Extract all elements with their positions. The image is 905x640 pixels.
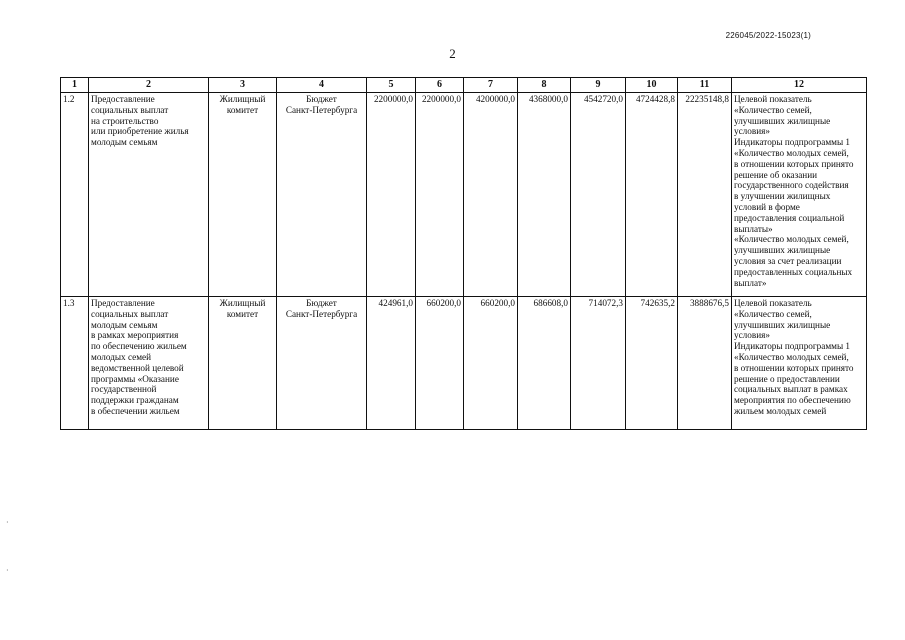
column-header: 3	[209, 78, 277, 93]
amount-total: 3888676,5	[678, 297, 732, 430]
amount-col-10: 4724428,8	[626, 93, 678, 297]
program-table	[60, 77, 867, 430]
column-header: 9	[571, 78, 626, 93]
table-row	[61, 93, 867, 297]
funding-source: Бюджет Санкт-Петербурга	[277, 297, 367, 430]
executor: Жилищный комитет	[209, 297, 277, 430]
row-number: 1.2	[61, 93, 89, 297]
indicators: Целевой показатель «Количество семей, улучшивших жилищные условия» Индикаторы подпрограммы 1 «Количество молодых семей, в отношении которых принято решение об оказании государственного содействия в улучшении жилищных условий в форме предоставления социальной выплаты» «Количество молодых семей, улучшивших жилищные условия за счет реализации предоставленных социальных выплат»	[732, 93, 867, 297]
activity-name: Предоставление социальных выплат молодым семьям в рамках мероприятия по обеспечению жильем молодых семей ведомственной целевой программы «Оказание государственной поддержки гражданам в обеспечении жильем	[89, 297, 209, 430]
executor: Жилищный комитет	[209, 93, 277, 297]
amount-col-5: 2200000,0	[367, 93, 416, 297]
column-header: 2	[89, 78, 209, 93]
amount-col-7: 660200,0	[464, 297, 518, 430]
row-number: 1.3	[61, 297, 89, 430]
column-header: 7	[464, 78, 518, 93]
column-header: 4	[277, 78, 367, 93]
scan-artifact-mark: ·	[6, 566, 9, 575]
amount-col-9: 4542720,0	[571, 93, 626, 297]
funding-source: Бюджет Санкт-Петербурга	[277, 93, 367, 297]
column-header: 10	[626, 78, 678, 93]
amount-col-7: 4200000,0	[464, 93, 518, 297]
amount-col-6: 2200000,0	[416, 93, 464, 297]
page-number: 2	[449, 46, 456, 61]
amount-col-8: 686608,0	[518, 297, 571, 430]
column-header: 6	[416, 78, 464, 93]
column-header: 12	[732, 78, 867, 93]
scan-artifact-mark: ·	[6, 518, 9, 527]
amount-col-8: 4368000,0	[518, 93, 571, 297]
table-row	[61, 297, 867, 430]
column-header: 1	[61, 78, 89, 93]
activity-name: Предоставление социальных выплат на строительство или приобретение жилья молодым семьям	[89, 93, 209, 297]
table-header-row	[61, 78, 867, 93]
amount-col-10: 742635,2	[626, 297, 678, 430]
column-header: 5	[367, 78, 416, 93]
column-header: 11	[678, 78, 732, 93]
amount-total: 22235148,8	[678, 93, 732, 297]
column-header: 8	[518, 78, 571, 93]
amount-col-5: 424961,0	[367, 297, 416, 430]
indicators: Целевой показатель «Количество семей, улучшивших жилищные условия» Индикаторы подпрограммы 1 «Количество молодых семей, в отношении которых принято решение о предоставлении социальных выплат в рамках мероприятия по обеспечению жильем молодых семей	[732, 297, 867, 430]
document-registration-code: 226045/2022-15023(1)	[725, 31, 811, 40]
amount-col-9: 714072,3	[571, 297, 626, 430]
amount-col-6: 660200,0	[416, 297, 464, 430]
